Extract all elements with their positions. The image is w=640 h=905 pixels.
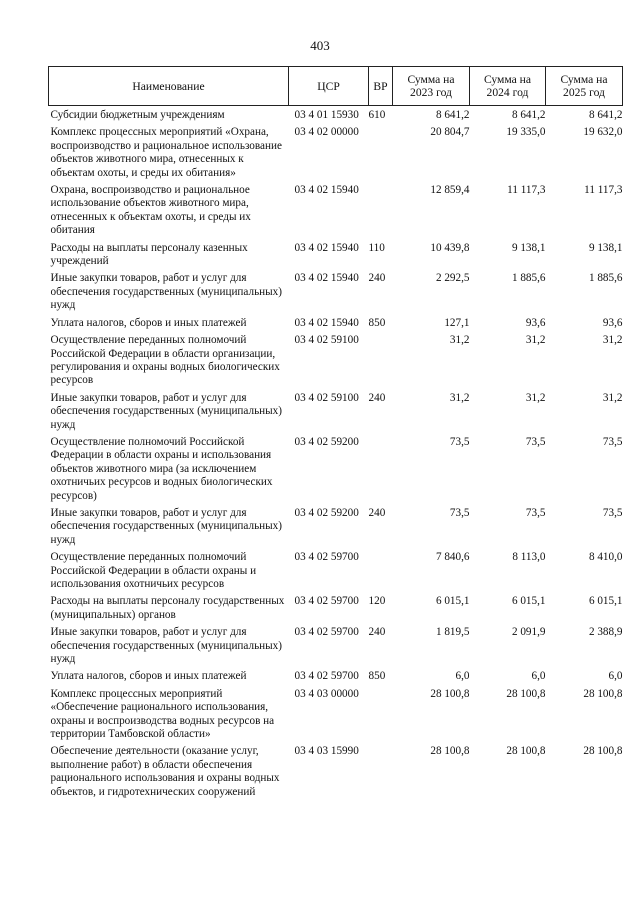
cell-sum-2025: 8 641,2 xyxy=(588,109,623,121)
cell-csr: 03 4 02 00000 xyxy=(294,126,359,139)
cell-name: Осуществление переданных полномочий Российской Федерации в области охраны и использования охотничьих ресурсов xyxy=(50,551,257,590)
cell-name: Расходы на выплаты персоналу казенных учреждений xyxy=(50,241,248,268)
cell-sum-2025: 2 388,9 xyxy=(588,626,623,639)
cell-sum-2024: 1 885,6 xyxy=(511,272,546,285)
cell-vr xyxy=(369,126,393,184)
cell-vr: 240 xyxy=(368,272,386,285)
page-number: 403 xyxy=(310,38,330,53)
cell-name: Иные закупки товаров, работ и услуг для обеспечения государственных (муниципальных) нужд xyxy=(50,506,282,546)
cell-sum-2023: 6,0 xyxy=(455,670,470,683)
cell-vr xyxy=(369,551,393,595)
cell-sum-2024: 73,5 xyxy=(525,506,546,519)
cell-sum-2023: 8 641,2 xyxy=(435,109,470,121)
cell-csr: 03 4 02 59100 xyxy=(294,391,359,404)
cell-vr: 850 xyxy=(368,670,386,683)
table-row xyxy=(49,126,623,184)
cell-sum-2023: 2 292,5 xyxy=(435,272,470,285)
cell-vr xyxy=(369,745,393,803)
cell-sum-2025: 73,5 xyxy=(602,506,623,519)
table-row xyxy=(49,507,623,551)
cell-sum-2023: 7 840,6 xyxy=(435,551,470,564)
cell-csr: 03 4 02 15940 xyxy=(294,184,359,197)
table-row xyxy=(49,745,623,803)
cell-csr: 03 4 02 59100 xyxy=(294,334,359,347)
cell-sum-2024: 6,0 xyxy=(531,670,546,683)
table-row xyxy=(49,626,623,670)
cell-vr xyxy=(369,688,393,746)
cell-sum-2025: 8 410,0 xyxy=(588,551,623,564)
cell-sum-2023: 20 804,7 xyxy=(430,126,470,139)
table-row xyxy=(49,242,623,273)
cell-vr xyxy=(369,184,393,242)
cell-sum-2024: 31,2 xyxy=(525,334,546,347)
cell-csr: 03 4 03 15990 xyxy=(294,745,359,758)
cell-csr: 03 4 02 59200 xyxy=(294,506,359,519)
table-header xyxy=(49,67,623,106)
cell-name: Осуществление полномочий Российской Федерации в области охраны и использования объектов животного мира (за исключением охотничьих ресурсов и водных биологических ресурсов) xyxy=(50,435,273,502)
cell-sum-2023: 31,2 xyxy=(449,334,470,347)
cell-sum-2023: 28 100,8 xyxy=(430,745,470,758)
table-row xyxy=(49,334,623,392)
cell-sum-2024: 28 100,8 xyxy=(506,745,546,758)
header-sum-2024: Сумма на 2024 год xyxy=(470,67,546,106)
cell-csr: 03 4 01 15930 xyxy=(294,109,359,121)
budget-table xyxy=(48,66,623,803)
cell-name: Иные закупки товаров, работ и услуг для обеспечения государственных (муниципальных) нужд xyxy=(50,391,282,431)
cell-sum-2023: 73,5 xyxy=(449,506,470,519)
cell-sum-2024: 19 335,0 xyxy=(506,126,546,139)
table-row xyxy=(49,184,623,242)
cell-name: Комплекс процессных мероприятий «Охрана, воспроизводство и рациональное использование объектов животного мира, отнесенных к объектам охоты, и среды их обитания» xyxy=(50,126,282,179)
cell-name: Обеспечение деятельности (оказание услуг, выполнение работ) в области обеспечения рационального использования и охраны водных объектов, и гидротехнических сооружений xyxy=(50,745,280,798)
cell-name: Уплата налогов, сборов и иных платежей xyxy=(50,670,247,683)
cell-csr: 03 4 02 59700 xyxy=(294,595,359,608)
cell-sum-2025: 11 117,3 xyxy=(584,184,623,197)
cell-sum-2023: 6 015,1 xyxy=(435,595,470,608)
table-row xyxy=(49,595,623,626)
cell-sum-2025: 9 138,1 xyxy=(588,241,623,254)
table-row xyxy=(49,317,623,334)
cell-vr: 610 xyxy=(368,109,386,121)
header-vr: ВР xyxy=(369,67,393,106)
cell-vr: 240 xyxy=(368,626,386,639)
cell-sum-2025: 19 632,0 xyxy=(583,126,623,139)
cell-csr: 03 4 02 15940 xyxy=(294,241,359,254)
header-csr: ЦСР xyxy=(289,67,369,106)
cell-csr: 03 4 02 59200 xyxy=(294,435,359,448)
cell-sum-2024: 93,6 xyxy=(525,316,546,329)
cell-name: Комплекс процессных мероприятий «Обеспечение рационального использования, охраны и воспроизводства водных ресурсов на территории Тамбовской области» xyxy=(50,687,275,741)
cell-vr: 110 xyxy=(368,241,385,254)
header-sum-2025: Сумма на 2025 год xyxy=(546,67,623,106)
cell-vr: 120 xyxy=(368,595,386,608)
cell-vr xyxy=(369,436,393,507)
table-row xyxy=(49,106,623,127)
cell-csr: 03 4 02 15940 xyxy=(294,272,359,285)
table-body xyxy=(49,106,623,804)
cell-sum-2025: 31,2 xyxy=(602,391,623,404)
table-row xyxy=(49,436,623,507)
cell-vr: 850 xyxy=(368,316,386,329)
cell-sum-2024: 6 015,1 xyxy=(511,595,546,608)
table-row xyxy=(49,272,623,316)
cell-vr xyxy=(369,334,393,392)
cell-sum-2025: 28 100,8 xyxy=(583,745,623,758)
header-name: Наименование xyxy=(49,67,289,106)
header-sum-2023: Сумма на 2023 год xyxy=(393,67,470,106)
cell-sum-2024: 2 091,9 xyxy=(511,626,546,639)
cell-sum-2023: 73,5 xyxy=(449,435,470,448)
cell-sum-2023: 31,2 xyxy=(449,391,470,404)
cell-sum-2023: 12 859,4 xyxy=(430,184,470,197)
cell-name: Уплата налогов, сборов и иных платежей xyxy=(50,316,247,329)
table-row xyxy=(49,670,623,687)
cell-sum-2024: 8 641,2 xyxy=(511,109,546,121)
cell-sum-2024: 28 100,8 xyxy=(506,687,546,700)
cell-name: Иные закупки товаров, работ и услуг для обеспечения государственных (муниципальных) нужд xyxy=(50,626,282,666)
cell-sum-2024: 9 138,1 xyxy=(511,241,546,254)
cell-csr: 03 4 03 00000 xyxy=(294,687,359,700)
cell-csr: 03 4 02 15940 xyxy=(294,316,359,329)
cell-sum-2024: 8 113,0 xyxy=(512,551,546,564)
cell-sum-2025: 93,6 xyxy=(602,316,623,329)
cell-sum-2025: 6,0 xyxy=(608,670,623,683)
cell-sum-2025: 73,5 xyxy=(602,435,623,448)
cell-sum-2023: 28 100,8 xyxy=(430,687,470,700)
table-row xyxy=(49,551,623,595)
table-row xyxy=(49,688,623,746)
cell-name: Осуществление переданных полномочий Российской Федерации в области организации, регулирования и охраны водных биологических ресурсов xyxy=(50,334,280,387)
cell-sum-2023: 127,1 xyxy=(444,316,470,329)
cell-sum-2025: 1 885,6 xyxy=(588,272,623,285)
cell-sum-2023: 10 439,8 xyxy=(430,241,470,254)
cell-name: Расходы на выплаты персоналу государственных (муниципальных) органов xyxy=(50,595,285,621)
cell-name: Охрана, воспроизводство и рациональное использование объектов животного мира, отнесенных к объектам охоты, и среды их обитания xyxy=(50,184,251,237)
cell-sum-2025: 6 015,1 xyxy=(588,595,623,608)
cell-vr: 240 xyxy=(368,506,386,519)
table-row xyxy=(49,392,623,436)
cell-sum-2024: 73,5 xyxy=(525,435,546,448)
cell-name: Иные закупки товаров, работ и услуг для обеспечения государственных (муниципальных) нужд xyxy=(50,272,282,312)
cell-sum-2025: 28 100,8 xyxy=(583,687,623,700)
cell-sum-2025: 31,2 xyxy=(602,334,623,347)
cell-name: Субсидии бюджетным учреждениям xyxy=(50,109,225,121)
cell-sum-2024: 11 117,3 xyxy=(507,184,546,197)
cell-sum-2023: 1 819,5 xyxy=(435,626,470,639)
cell-sum-2024: 31,2 xyxy=(525,391,546,404)
cell-csr: 03 4 02 59700 xyxy=(294,670,359,683)
cell-csr: 03 4 02 59700 xyxy=(294,626,359,639)
cell-vr: 240 xyxy=(368,391,386,404)
cell-csr: 03 4 02 59700 xyxy=(294,551,359,564)
